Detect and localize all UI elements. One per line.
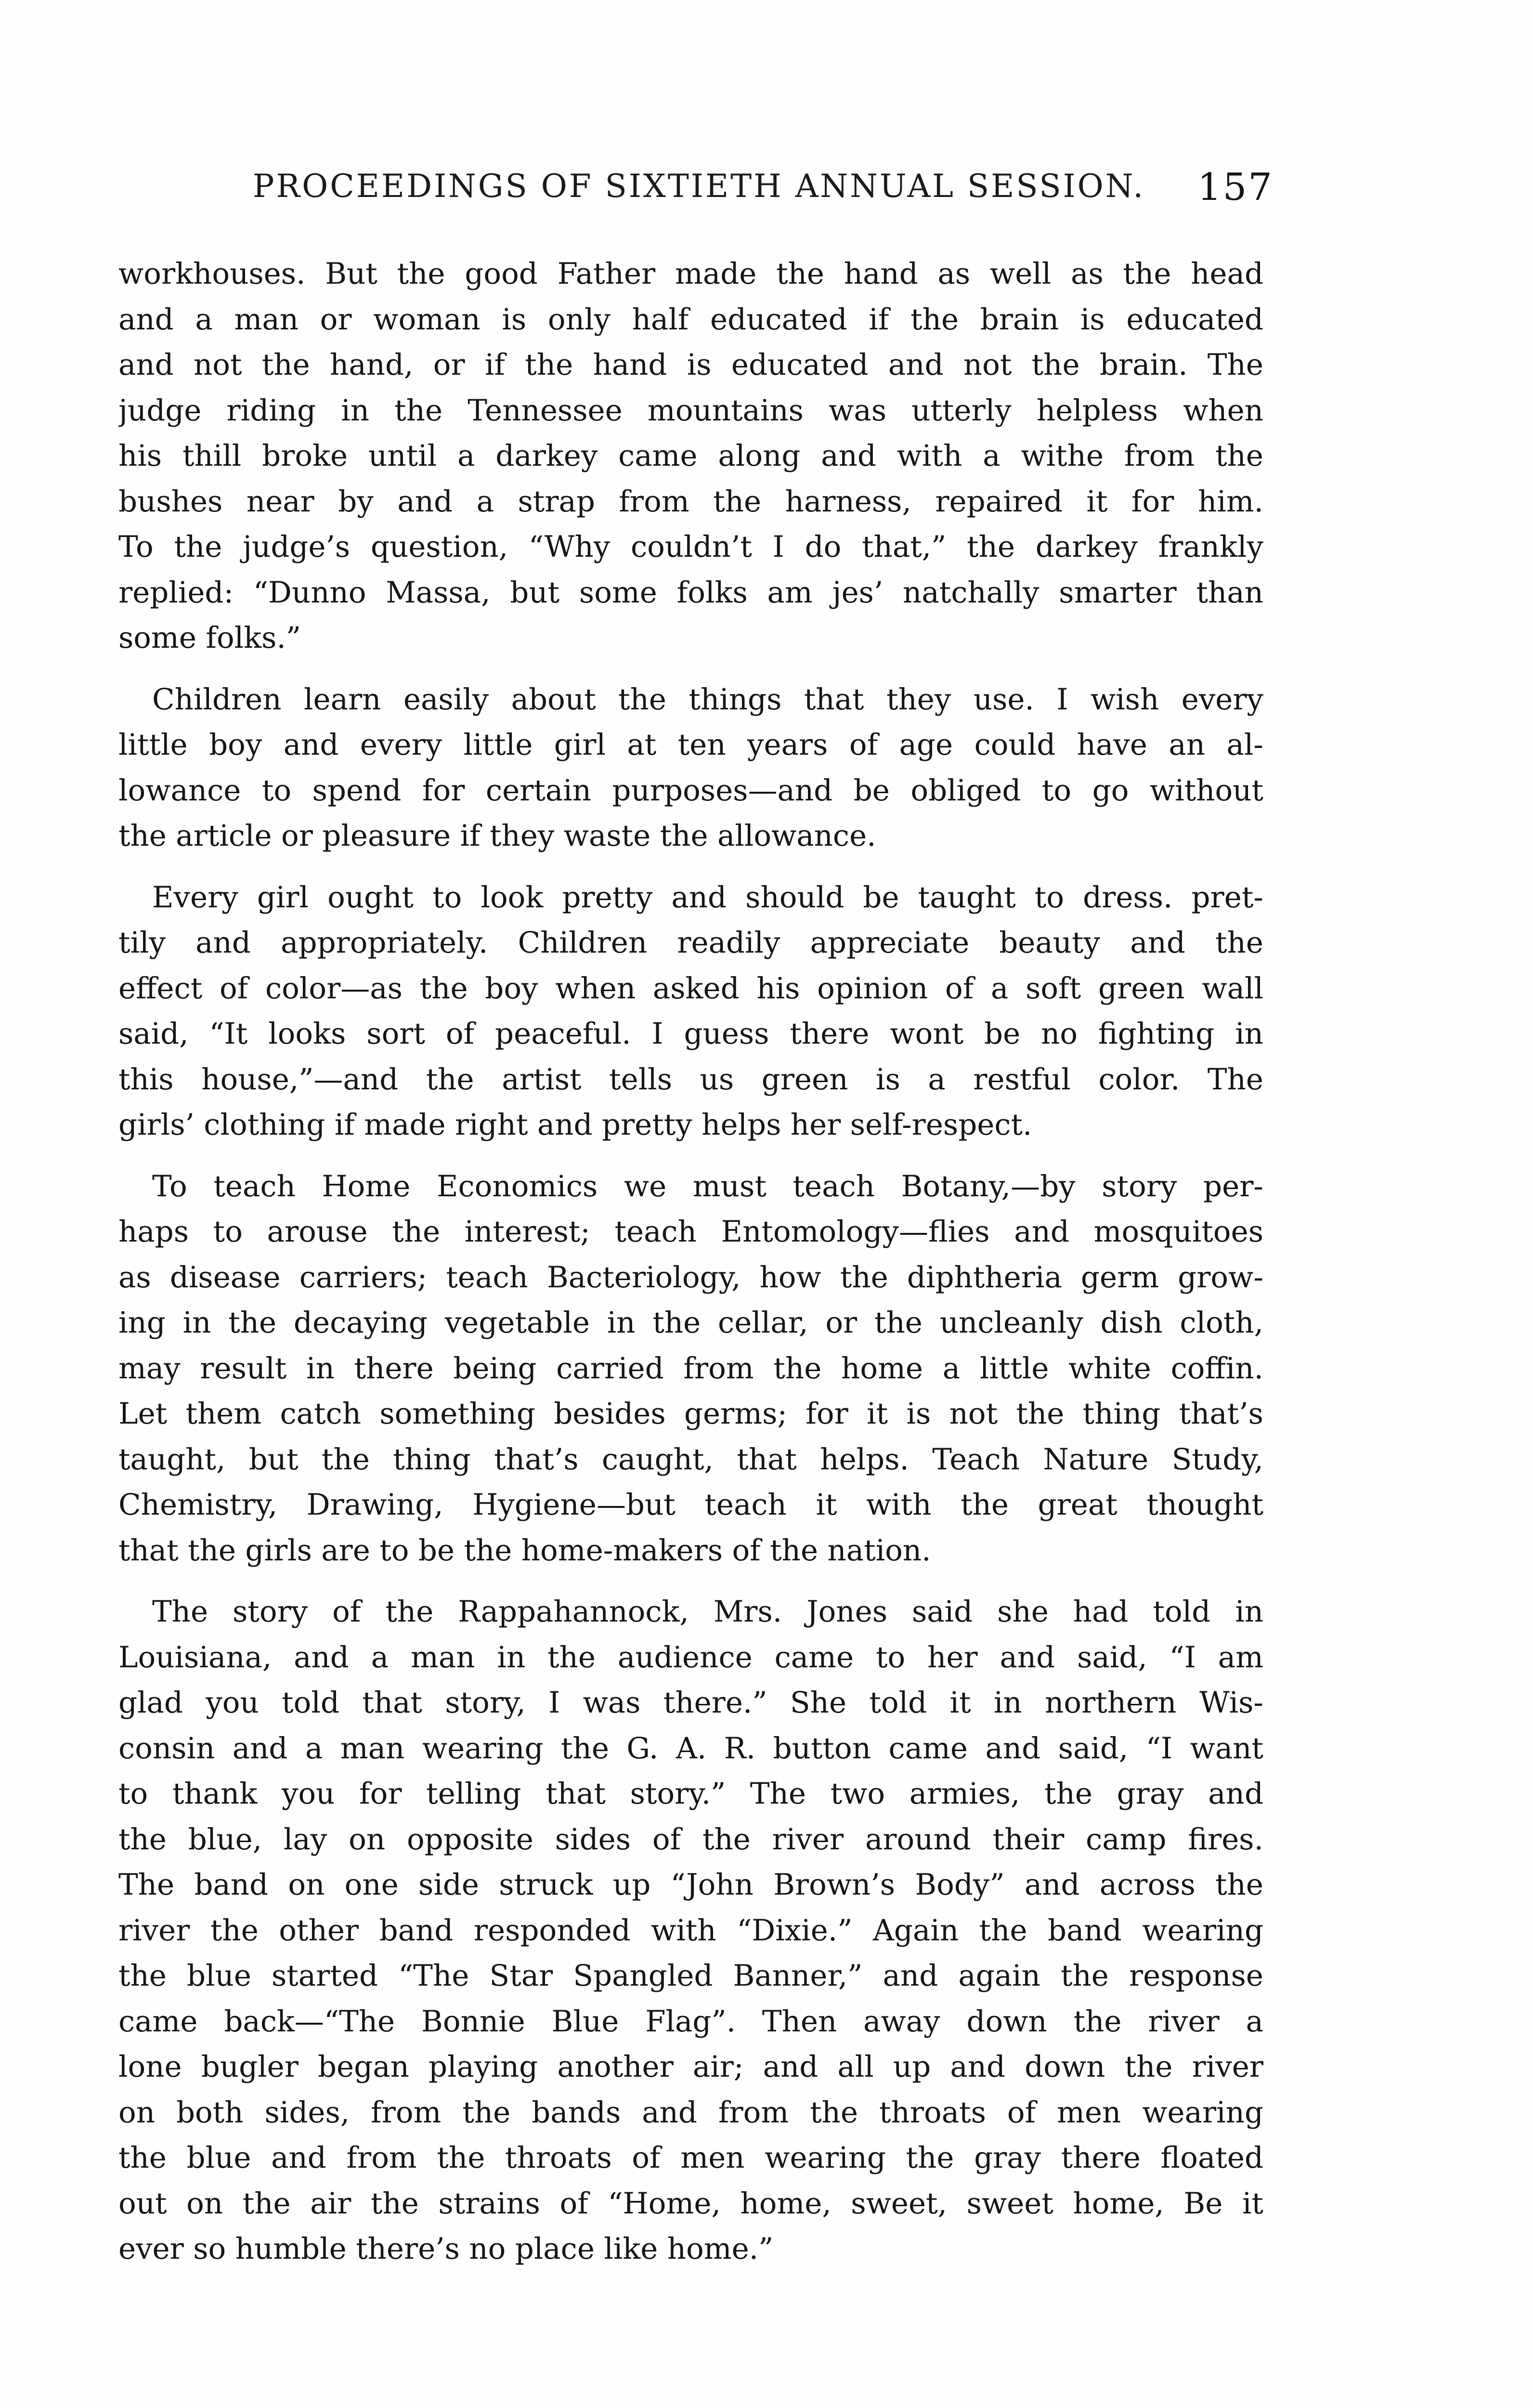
running-head — [253, 159, 1273, 212]
text-line: this house,”—and the artist tells us green is a restful color. The — [118, 1062, 1263, 1097]
text-line: the article or pleasure if they waste the allowance. — [118, 819, 876, 853]
text-line: The story of the Rappahannock, Mrs. Jones said she had told in — [152, 1595, 1263, 1629]
text-line: Chemistry, Drawing, Hygiene—but teach it with the great thought — [118, 1488, 1263, 1522]
text-line: tily and appropriately. Children readily appreciate beauty and the — [118, 926, 1263, 960]
text-line: To the judge’s question, “Why couldn’t I do that,” the darkey frankly — [118, 530, 1263, 564]
text-line: the blue and from the throats of men wearing the gray there floated — [118, 2141, 1263, 2175]
paragraph-5 — [118, 1589, 1263, 2272]
text-line: out on the air the strains of “Home, home, sweet, sweet home, Be it — [118, 2186, 1263, 2221]
text-line: river the other band responded with “Dixie.” Again the band wearing — [118, 1913, 1263, 1948]
text-line: Every girl ought to look pretty and should be taught to dress. pret- — [152, 880, 1263, 915]
text-line: lone bugler began playing another air; and all up and down the river — [118, 2050, 1263, 2084]
text-line: bushes near by and a strap from the harness, repaired it for him. — [118, 484, 1263, 519]
text-line: ing in the decaying vegetable in the cellar, or the uncleanly dish cloth, — [118, 1306, 1263, 1340]
text-line: Let them catch something besides germs; for it is not the thing that’s — [118, 1397, 1263, 1431]
text-line: little boy and every little girl at ten years of age could have an al- — [118, 728, 1263, 762]
text-line: To teach Home Economics we must teach Botany,—by story per- — [152, 1169, 1263, 1204]
text-line: may result in there being carried from the home a little white coffin. — [118, 1351, 1263, 1386]
paragraph-1 — [118, 251, 1263, 661]
text-line: the blue started “The Star Spangled Banner,” and again the response — [118, 1959, 1263, 1993]
text-line: came back—“The Bonnie Blue Flag”. Then away down the river a — [118, 2004, 1263, 2039]
text-line: girls’ clothing if made right and pretty helps her self-respect. — [118, 1108, 1032, 1142]
text-line: workhouses. But the good Father made the hand as well as the head — [118, 257, 1263, 291]
text-line: as disease carriers; teach Bacteriology, how the diphtheria germ grow- — [118, 1260, 1263, 1295]
text-line: glad you told that story, I was there.” She told it in northern Wis- — [118, 1686, 1263, 1720]
text-line: said, “It looks sort of peaceful. I guess there wont be no fighting in — [118, 1017, 1263, 1051]
text-line: Children learn easily about the things that they use. I wish every — [152, 682, 1263, 717]
paragraph-2 — [118, 677, 1263, 859]
text-line: haps to arouse the interest; teach Entomology—flies and mosquitoes — [118, 1215, 1263, 1249]
text-line: on both sides, from the bands and from the throats of men wearing — [118, 2095, 1263, 2130]
text-line: taught, but the thing that’s caught, that helps. Teach Nature Study, — [118, 1442, 1263, 1477]
text-line: ever so humble there’s no place like home.” — [118, 2232, 774, 2266]
text-line: lowance to spend for certain purposes—and be obliged to go without — [118, 773, 1263, 808]
text-line: that the girls are to be the home-makers of the nation. — [118, 1533, 931, 1568]
paragraph-3 — [118, 875, 1263, 1148]
text-line: to thank you for telling that story.” The two armies, the gray and — [118, 1777, 1263, 1811]
text-line: the blue, lay on opposite sides of the river around their camp fires. — [118, 1822, 1263, 1857]
text-line: consin and a man wearing the G. A. R. button came and said, “I want — [118, 1731, 1263, 1766]
page-number: 157 — [1197, 166, 1273, 209]
text-line: replied: “Dunno Massa, but some folks am jes’ natchally smarter than — [118, 575, 1263, 610]
text-line: judge riding in the Tennessee mountains was utterly helpless when — [118, 393, 1263, 428]
text-line: and not the hand, or if the hand is educated and not the brain. The — [118, 348, 1263, 382]
paragraph-4 — [118, 1164, 1263, 1574]
text-line: some folks.” — [118, 621, 301, 655]
text-line: The band on one side struck up “John Brown’s Body” and across the — [118, 1868, 1263, 1902]
text-line: his thill broke until a darkey came along and with a withe from the — [118, 439, 1263, 473]
body-text — [118, 251, 1263, 2288]
text-line: and a man or woman is only half educated if the brain is educated — [118, 302, 1263, 337]
text-line: Louisiana, and a man in the audience came to her and said, “I am — [118, 1640, 1263, 1675]
text-line: effect of color—as the boy when asked his opinion of a soft green wall — [118, 971, 1263, 1006]
running-head-title: PROCEEDINGS OF SIXTIETH ANNUAL SESSION. — [253, 168, 1145, 205]
